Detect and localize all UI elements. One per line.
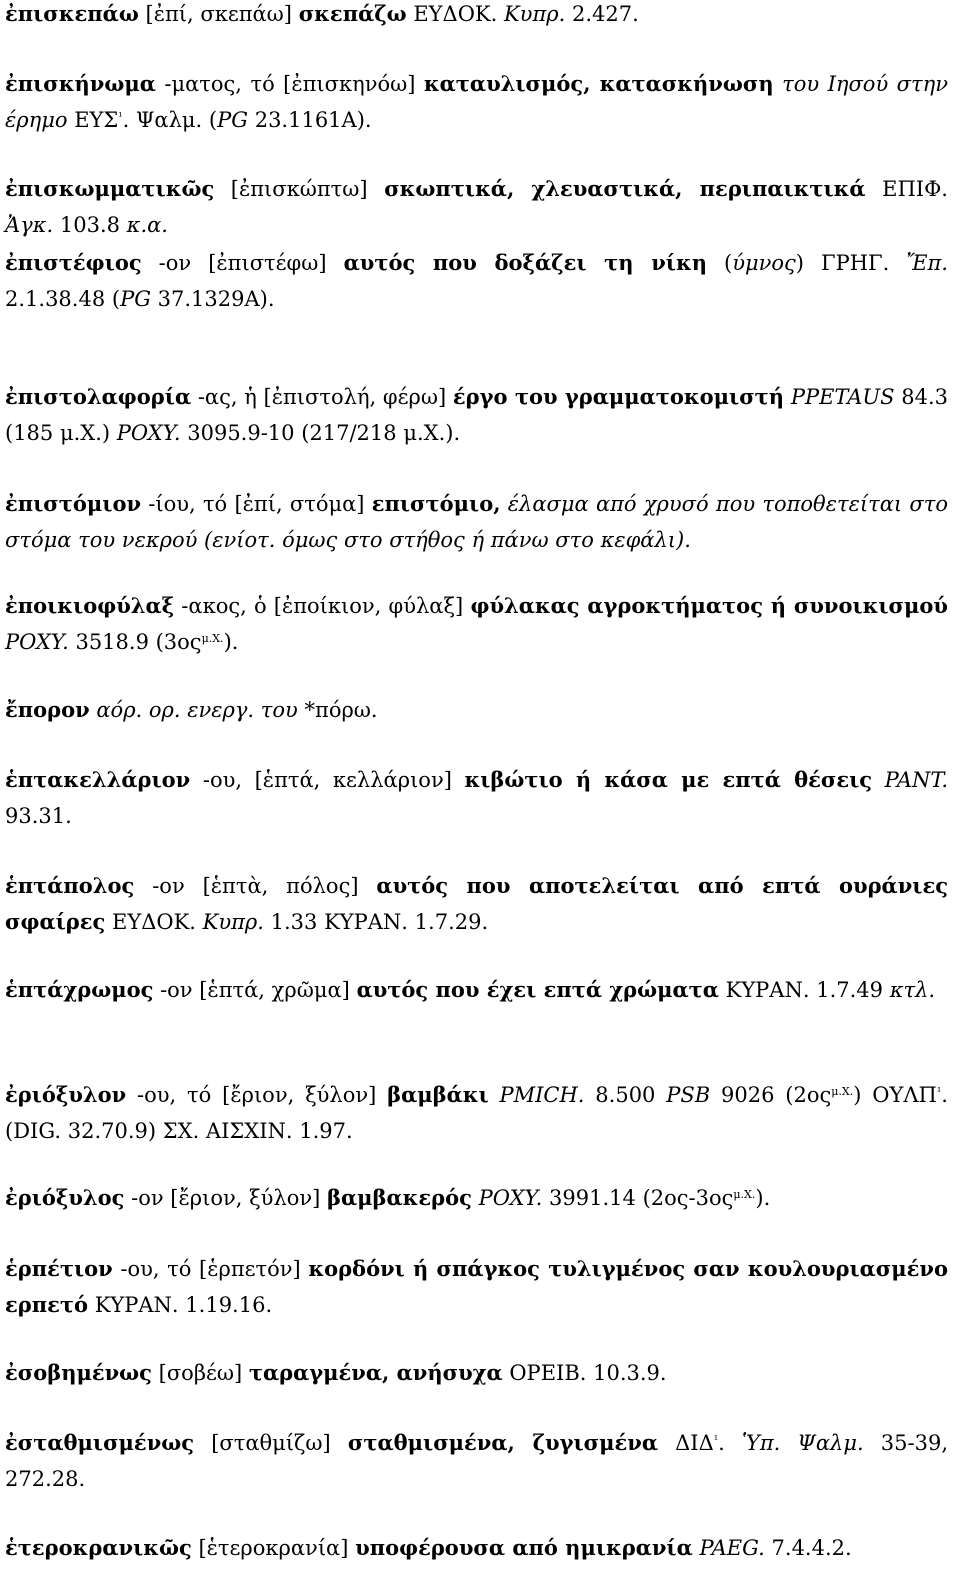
entry-reference: 3991.14 (2ος-3ος [549,1186,734,1210]
entry-erioxylos [5,1180,948,1216]
entry-source: POXY. [5,630,69,654]
entry-punctuation: ( [724,251,733,275]
entry-definition: υποφέρουσα από ημικρανία [355,1535,693,1560]
entry-gloss: ύμνος [732,251,796,275]
entry-definition: σκεπάζω [298,1,407,26]
entry-definition: σκωπτικά, χλευαστικά, περιπαικτικά [384,176,866,201]
entry-grammar: -ου, τό [ἔριον, ξύλον] [137,1083,377,1107]
entry-lemma: ἐπιστολαφορία [5,384,192,409]
entry-episkommatikos [5,171,948,243]
entry-source: ΚΥΡΑΝ. [324,910,408,934]
entry-definition: βαμβάκι [387,1082,489,1107]
entry-lemma: ἐπισκεπάω [5,1,139,26]
entry-source: ΕΥΣ [74,108,119,132]
entry-reference: 10.3.9. [593,1361,667,1385]
entry-reference: 8.500 [595,1083,656,1107]
entry-episkepao [5,0,948,32]
entry-lemma: ἐπισκήνωμα [5,71,156,96]
entry-lemma: ἑρπέτιον [5,1256,113,1281]
entry-source: ΚΥΡΑΝ. [94,1293,179,1317]
entry-grammar: -ον [ἔριον, ξύλον] [131,1186,321,1210]
entry-reference: 32.70.9) [67,1119,157,1143]
entry-superscript: μ.Χ. [831,1085,854,1098]
entry-etymology: [ἐπί, σκεπάω] [145,2,293,26]
entry-lemma: ἑτεροκρανικῶς [5,1535,192,1560]
entry-work: Ὑπ. Ψαλμ. [741,1431,864,1455]
entry-lemma: ἐπισκωμματικῶς [5,176,215,201]
entry-lemma: ἔπορον [5,697,90,722]
entry-reference-italic: κ.α. [126,213,168,237]
entry-source: ΔΙΔ [675,1431,714,1455]
entry-herpetion [5,1251,948,1323]
entry-source: PPETAUS [790,385,895,409]
entry-etymology: [σταθμίζω] [211,1431,331,1455]
entry-reference: ). [223,630,239,654]
entry-reference: 7.4.4.2. [771,1536,852,1560]
entry-grammar: -ον [ἑπτὰ, πόλος] [152,874,359,898]
entry-reference: 1.7.49 [816,978,884,1002]
entry-source: PMICH. [499,1083,585,1107]
entry-definition: σταθμισμένα, ζυγισμένα [347,1430,658,1455]
entry-reference-italic: PG [217,108,249,132]
entry-source: POXY. [478,1186,543,1210]
entry-definition: φύλακας αγροκτήματος ή συνοικισμού [470,593,948,618]
entry-erioxylon [5,1077,948,1149]
entry-gloss: του Ιησού στην έρημο [5,72,948,132]
entry-reference: 93.31. [5,804,72,828]
entry-definition: καταυλισμός, κατασκήνωση [423,71,774,96]
entry-grammar: -ακος, ὁ [ἐποίκιον, φύλαξ] [181,594,464,618]
entry-gloss: αόρ. ορ. ενεργ. του [96,698,298,722]
entry-source: PAEG. [699,1536,765,1560]
entry-source: ΕΥΔΟΚ. [413,2,498,26]
entry-heptapolos [5,868,948,940]
entry-source: ΟΥΛΠ [872,1083,937,1107]
entry-lemma: ἐριόξυλος [5,1185,125,1210]
entry-superscript: ¹ [713,1433,719,1446]
entry-definition: ταραγμένα, ανήσυχα [248,1360,503,1385]
entry-reference-italic: PG [120,287,151,311]
entry-estathmismenos [5,1425,948,1497]
entry-esobemenos [5,1355,948,1391]
entry-superscript: μ.Χ. [201,632,224,645]
entry-lemma: ἑπτάπολος [5,873,135,898]
entry-definition: έργο του γραμματοκομιστή [452,384,785,409]
entry-superscript: ¹ [936,1085,942,1098]
entry-definition: αυτός που αποτελείται από επτά ουράνιες σφαίρες [5,873,948,934]
entry-work: Κυπρ. [503,2,566,26]
entry-reference: 23.1161A). [254,108,372,132]
entry-source: ΓΡΗΓ. [821,251,890,275]
entry-lemma: ἐποικιοφύλαξ [5,593,175,618]
entry-grammar: -ον [ἑπτά, χρῶμα] [160,978,350,1002]
entry-lemma: ἐριόξυλον [5,1082,127,1107]
entry-reference: 84.3 (185 μ.Χ.) [5,385,948,445]
entry-reference: 2.427. [571,2,639,26]
entry-grammar: -ου, [ἑπτά, κελλάριον] [202,768,452,792]
entry-source: PANT. [884,768,948,792]
entry-reference: ) [853,1083,862,1107]
entry-grammar: -ματος, τό [ἐπισκηνόω] [164,72,416,96]
entry-definition: αυτός που έχει επτά χρώματα [356,977,719,1002]
entry-reference: 2.1.38.48 ( [5,287,121,311]
entry-heptakellarion [5,762,948,834]
entry-epistolaphoria [5,379,948,451]
entry-lemma: ἐπιστόμιον [5,491,142,516]
entry-eporon [5,692,948,728]
entry-reference: . Ψαλμ. ( [122,108,218,132]
entry-reference: 1.97. [299,1119,353,1143]
entry-reference: . [718,1431,725,1455]
entry-etymology: [ἑτεροκρανία] [198,1536,349,1560]
entry-reference: 1.19.16. [185,1293,273,1317]
entry-reference: 35-39, 272.28. [5,1431,949,1491]
entry-definition: κιβώτιο ή κάσα με επτά θέσεις [464,767,873,792]
entry-reference: 37.1329A). [157,287,275,311]
entry-etymology: [σοβέω] [158,1361,243,1385]
entry-punctuation: ) [795,251,804,275]
entry-reference: ). [755,1186,771,1210]
entry-heterokranikos [5,1530,948,1566]
entry-heptachromos [5,972,948,1008]
entry-definition: επιστόμιο, [371,491,501,516]
entry-source: DIG. [13,1119,62,1143]
entry-source: ΕΠΙΦ. [882,177,948,201]
entry-source: ΚΥΡΑΝ. [725,978,810,1002]
entry-source: ΣΧ. ΑΙΣΧΙΝ. [162,1119,293,1143]
entry-work: Ἔπ. [906,251,948,275]
entry-reference-italic: κτλ. [889,978,936,1002]
entry-reference: 1.33 [270,910,318,934]
entry-epistephios [5,245,948,317]
entry-reference: 1.7.29. [414,910,489,934]
entry-reference: 103.8 [59,213,120,237]
entry-reference: 3095.9-10 (217/218 μ.Χ.). [187,421,461,445]
entry-reference: 3518.9 (3ος [75,630,202,654]
entry-reference: 9026 (2ος [721,1083,832,1107]
entry-source: PSB [666,1083,711,1107]
entry-work: Κυπρ. [202,910,264,934]
entry-grammar: -ίου, τό [ἐπί, στόμα] [148,492,365,516]
entry-lemma: ἐπιστέφιος [5,250,142,275]
entry-source: POXY. [116,421,181,445]
entry-definition: αυτός που δοξάζει τη νίκη [343,250,707,275]
entry-lemma: ἑπτακελλάριον [5,767,191,792]
entry-work: Ἀγκ. [5,213,54,237]
entry-definition: κορδόνι ή σπάγκος τυλιγμένος σαν κουλουριασμένο ερπετό [5,1256,948,1317]
entry-lemma: ἑπτάχρωμος [5,977,154,1002]
entry-crossref: *πόρω. [304,698,378,722]
entry-epoikiophylax [5,588,948,660]
entry-episkenoma [5,66,948,138]
entry-superscript: ¹ [118,110,123,123]
entry-lemma: ἐσταθμισμένως [5,1430,195,1455]
entry-grammar: -ον [ἐπιστέφω] [158,251,327,275]
entry-lemma: ἐσοβημένως [5,1360,152,1385]
entry-superscript: μ.Χ. [733,1188,756,1201]
entry-source: ΟΡΕΙΒ. [509,1361,587,1385]
entry-reference: . ( [5,1083,948,1143]
entry-grammar: -ου, τό [ἑρπετόν] [120,1257,301,1281]
entry-epistomion [5,486,948,558]
entry-etymology: [ἐπισκώπτω] [230,177,368,201]
entry-grammar: -ας, ἡ [ἐπιστολή, φέρω] [197,385,447,409]
entry-definition: βαμβακερός [327,1185,472,1210]
entry-source: ΕΥΔΟΚ. [112,910,196,934]
entry-gloss: έλασμα από χρυσό που τοποθετείται στο στόμα του νεκρού (ενίοτ. όμως στο στήθος ή πάνω στο κεφάλι). [5,492,948,552]
